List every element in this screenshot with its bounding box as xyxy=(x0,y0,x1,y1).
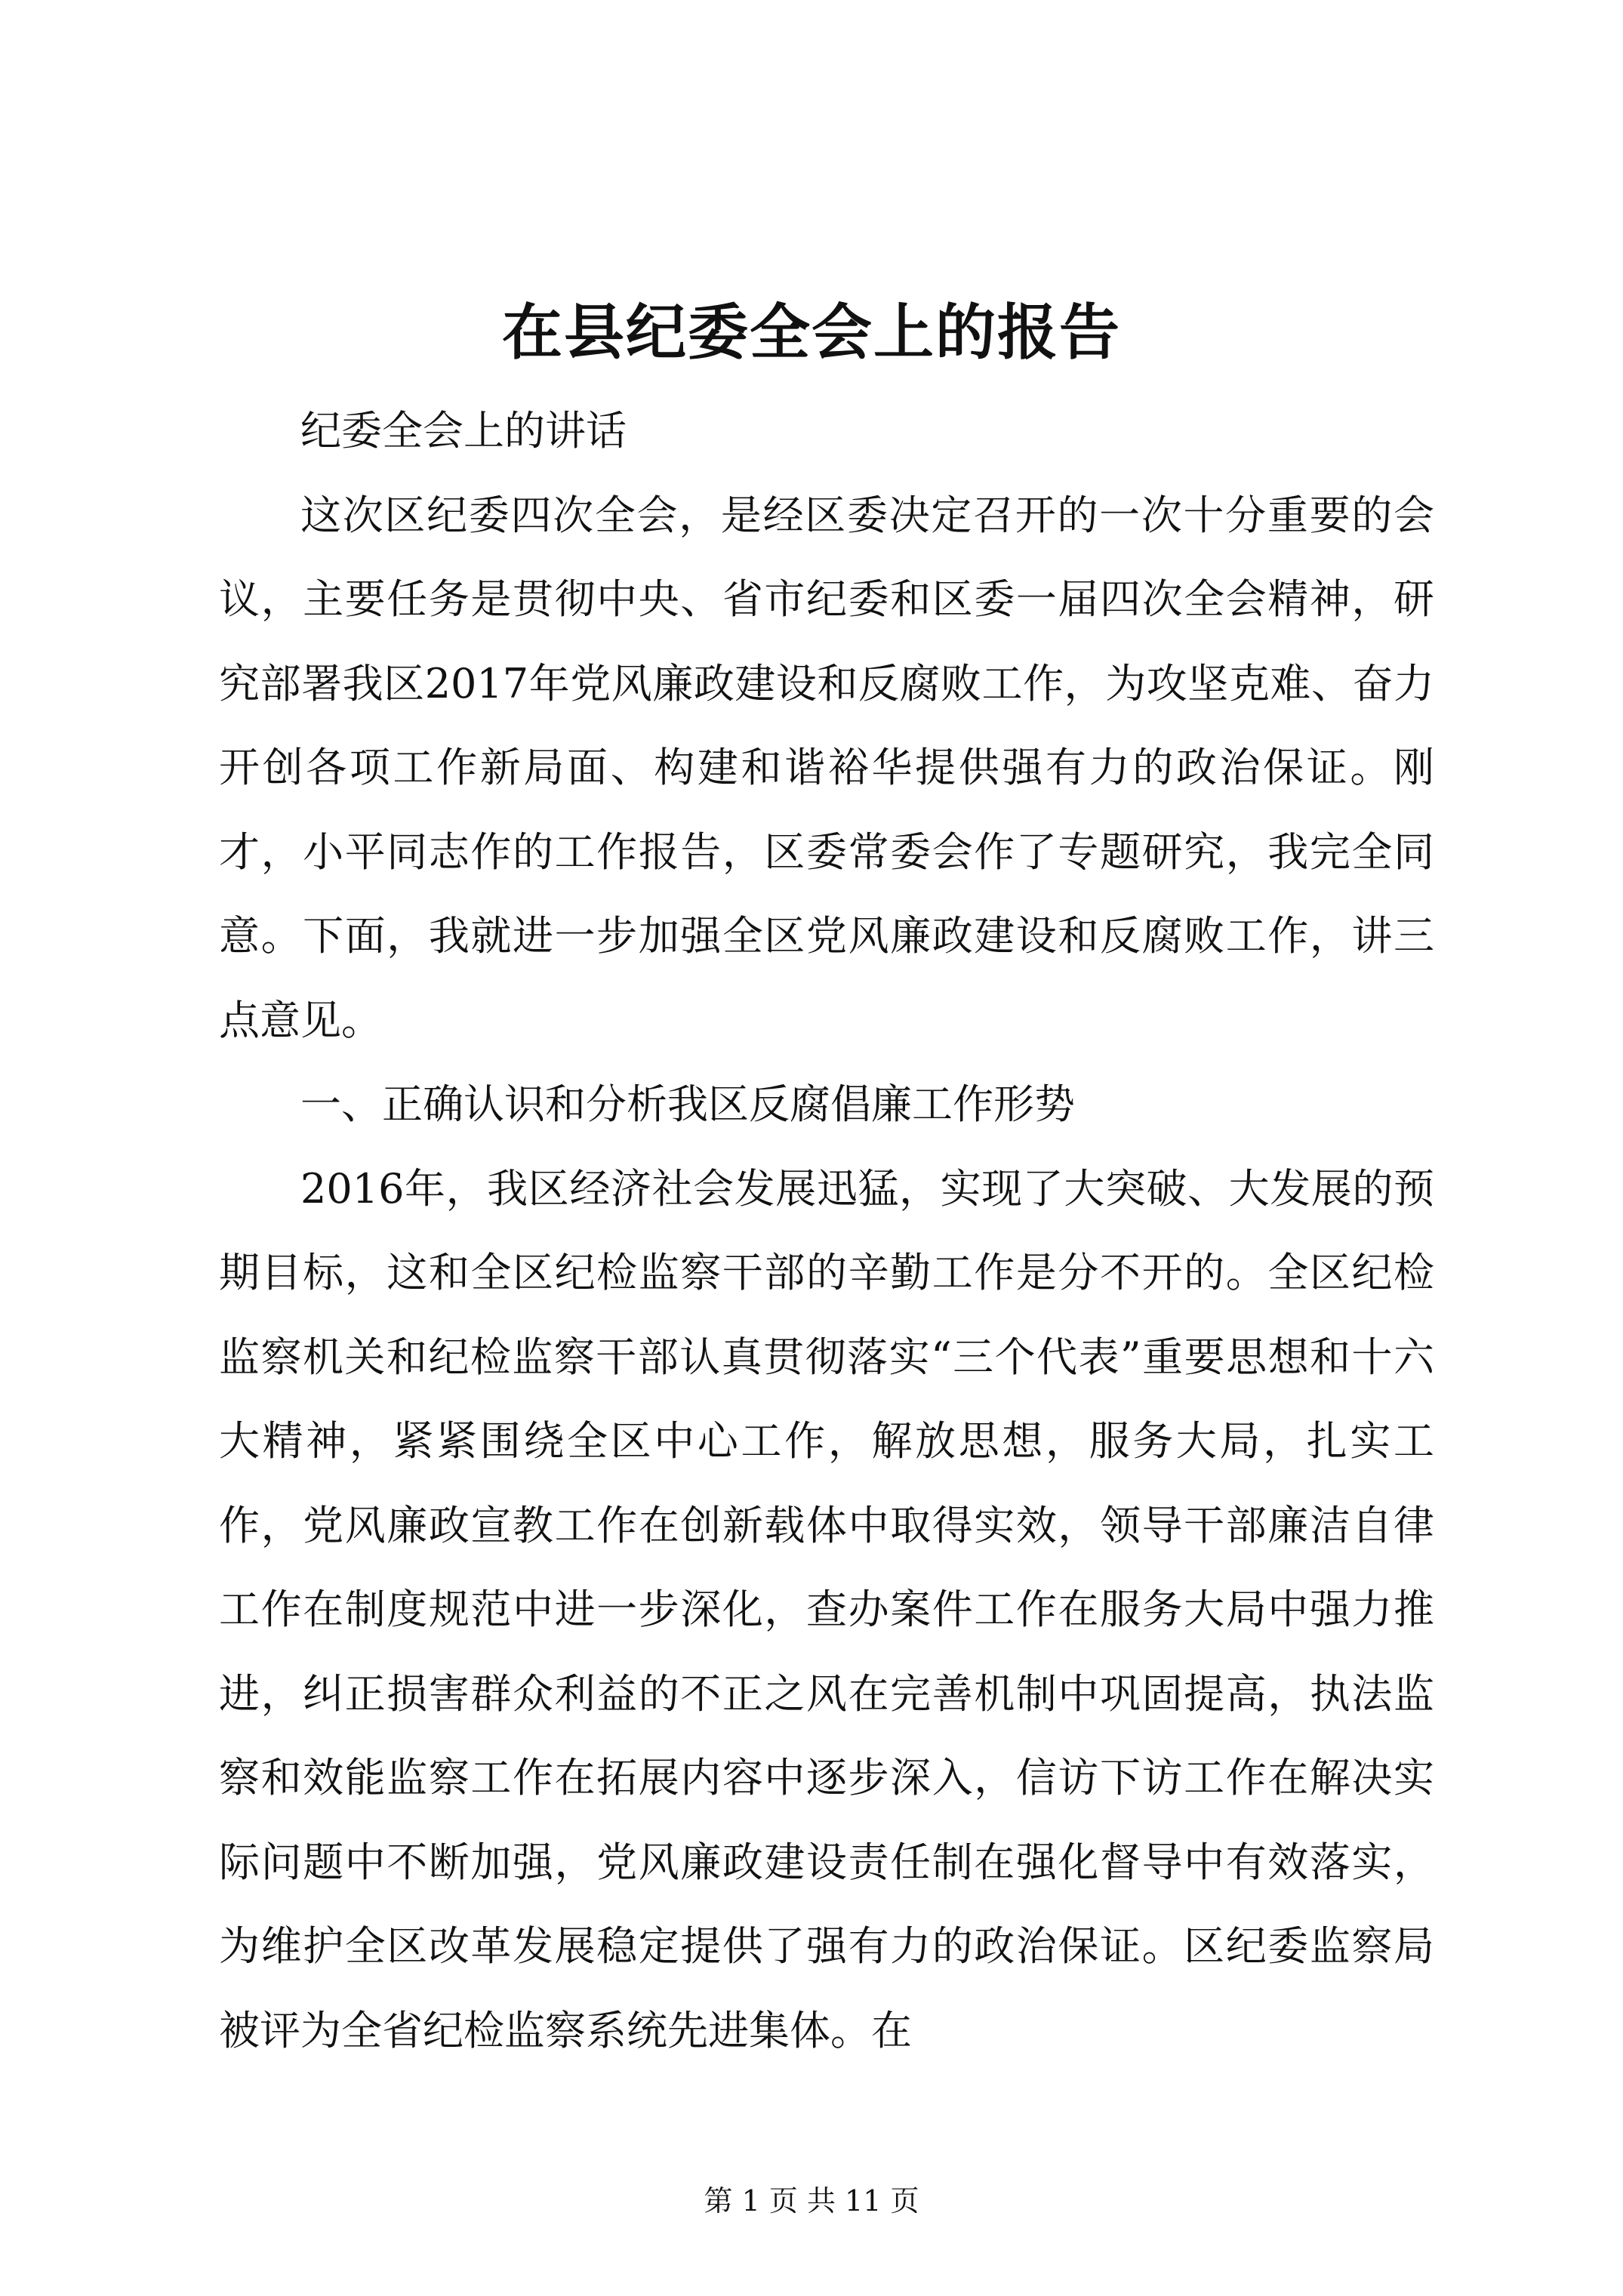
section-heading: 一、正确认识和分析我区反腐倡廉工作形势 xyxy=(300,1080,1075,1128)
paragraph-intro: 这次区纪委四次全会，是经区委决定召开的一次十分重要的会议，主要任务是贯彻中央、省市纪委和区委一届四次全会精神，研究部署我区2017年党风廉政建设和反腐败工作，为攻坚克难、奋力开创各项工作新局面、构建和谐裕华提供强有力的政治保证。刚才，小平同志作的工作报告，区委常委会作了专题研究，我完全同意。下面，我就进一步加强全区党风廉政建设和反腐败工作，讲三点意见。 xyxy=(219,491,1434,1044)
page-number: 第 1 页 共 11 页 xyxy=(704,2184,919,2217)
document-body xyxy=(219,389,1434,2073)
paragraph-subtitle: 纪委全会上的讲话 xyxy=(300,407,627,455)
paragraph-section-one: 2016年，我区经济社会发展迅猛，实现了大突破、大发展的预期目标，这和全区纪检监察干部的辛勤工作是分不开的。全区纪检监察机关和纪检监察干部认真贯彻落实“三个代表”重要思想和十六大精神，紧紧围绕全区中心工作，解放思想，服务大局，扎实工作，党风廉政宣教工作在创新载体中取得实效，领导干部廉洁自律工作在制度规范中进一步深化，查办案件工作在服务大局中强力推进，纠正损害群众利益的不正之风在完善机制中巩固提高，执法监察和效能监察工作在拓展内容中逐步深入，信访下访工作在解决实际问题中不断加强，党风廉政建设责任制在强化督导中有效落实，为维护全区改革发展稳定提供了强有力的政治保证。区纪委监察局被评为全省纪检监察系统先进集体。在 xyxy=(219,1164,1434,2054)
document-title: 在县纪委全会上的报告 xyxy=(502,297,1121,368)
